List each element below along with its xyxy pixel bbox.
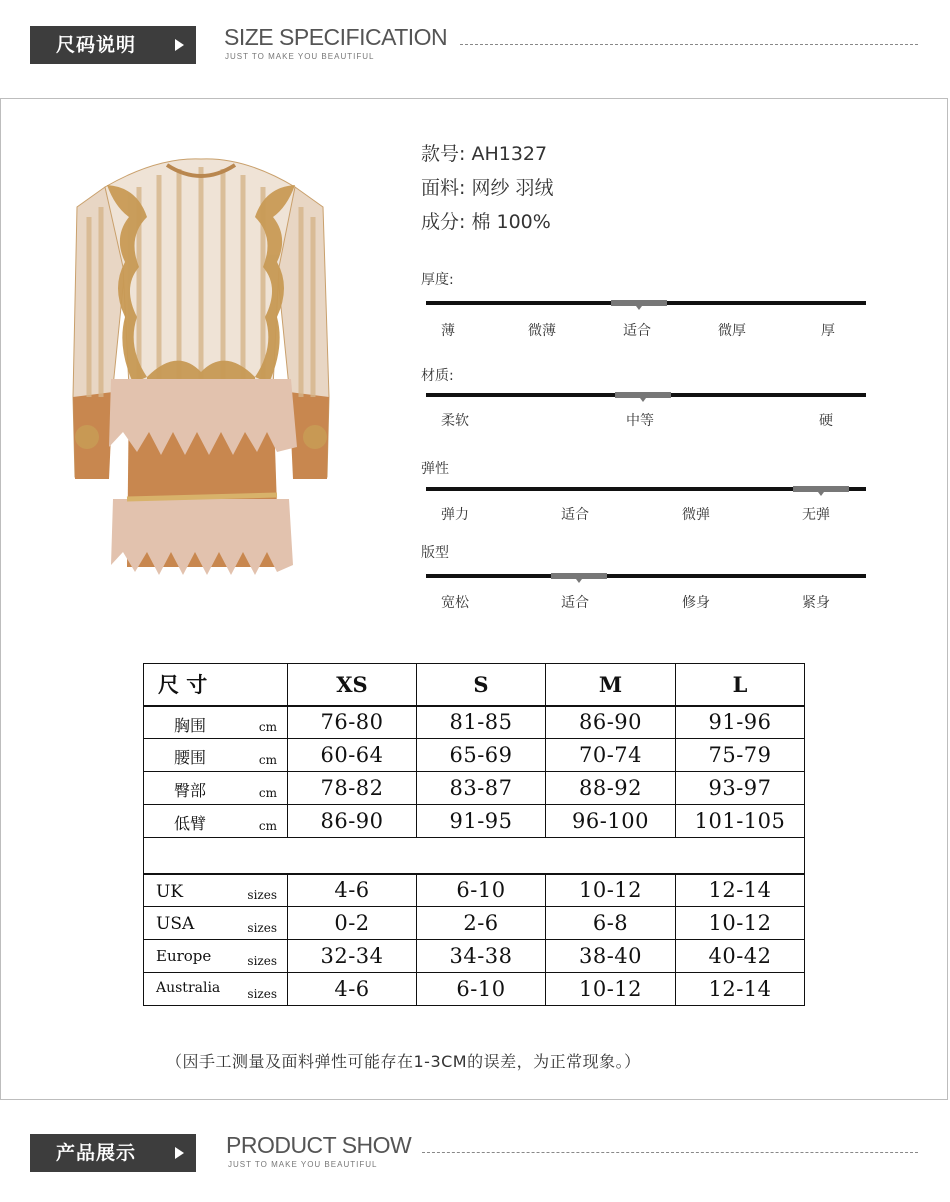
row-unit: sizes [247, 888, 277, 902]
thickness-label: 适合 [623, 323, 651, 339]
row-label-cell [144, 874, 288, 907]
table-cell: 38-40 [546, 940, 676, 973]
elasticity-marker [793, 486, 849, 492]
row-label-cell [144, 739, 288, 772]
product-show-header [0, 1134, 950, 1194]
row-label-cell [144, 907, 288, 940]
table-row [144, 907, 805, 940]
row-label-cell [144, 706, 288, 739]
table-cell: 4-6 [288, 973, 417, 1006]
size-spec-header [0, 26, 950, 86]
table-cell: 86-90 [288, 805, 417, 838]
table-cell: 12-14 [676, 874, 805, 907]
table-cell: 10-12 [546, 973, 676, 1006]
table-cell: 91-95 [417, 805, 546, 838]
product-show-subtitle: JUST TO MAKE YOU BEAUTIFUL [228, 1160, 378, 1169]
table-cell: 93-97 [676, 772, 805, 805]
material-scale [426, 393, 866, 397]
measurement-note: （因手工测量及面料弹性可能存在1-3CM的误差，为正常现象。） [166, 1052, 641, 1071]
product-show-title: PRODUCT SHOW [226, 1132, 412, 1158]
row-unit: sizes [247, 954, 277, 968]
fit-scale [426, 574, 866, 578]
table-cell: 6-10 [417, 973, 546, 1006]
row-unit: cm [258, 786, 277, 800]
table-row [144, 973, 805, 1006]
table-cell: 81-85 [417, 706, 546, 739]
table-cell: 34-38 [417, 940, 546, 973]
material-label: 硬 [819, 413, 833, 429]
elasticity-label: 适合 [561, 507, 589, 523]
elasticity-title: 弹性 [421, 461, 449, 477]
size-header: L [676, 664, 805, 706]
table-cell: 76-80 [288, 706, 417, 739]
size-spec-tag-label: 尺码说明 [56, 34, 137, 56]
size-chart-table [143, 663, 805, 1006]
fit-title: 版型 [421, 545, 449, 561]
table-cell: 91-96 [676, 706, 805, 739]
thickness-marker [611, 300, 667, 306]
product-show-tag-label: 产品展示 [56, 1142, 137, 1164]
row-unit: sizes [247, 987, 277, 1001]
table-row [144, 739, 805, 772]
table-row [144, 874, 805, 907]
row-label: UK [156, 881, 184, 902]
row-label-cell [144, 772, 288, 805]
thickness-scale [426, 301, 866, 305]
table-cell: 2-6 [417, 907, 546, 940]
table-cell: 12-14 [676, 973, 805, 1006]
table-cell: 70-74 [546, 739, 676, 772]
size-spec-tag [30, 26, 196, 64]
play-arrow-icon [175, 1147, 184, 1159]
table-cell: 88-92 [546, 772, 676, 805]
size-spec-panel [0, 98, 948, 1100]
fit-label: 宽松 [441, 595, 469, 611]
table-spacer-row [144, 838, 805, 874]
table-header-row [144, 664, 805, 706]
row-label: 腰围 [174, 748, 207, 767]
table-corner-label: 尺 寸 [144, 664, 288, 706]
thickness-title: 厚度: [421, 272, 454, 288]
material-title: 材质: [421, 368, 454, 384]
table-cell: 78-82 [288, 772, 417, 805]
row-label-cell [144, 973, 288, 1006]
elasticity-label: 无弹 [802, 507, 830, 523]
table-cell: 86-90 [546, 706, 676, 739]
table-cell: 10-12 [676, 907, 805, 940]
table-cell: 0-2 [288, 907, 417, 940]
style-number: 款号: AH1327 [421, 143, 548, 165]
row-label: 低臂 [174, 814, 207, 833]
header-divider [460, 44, 918, 45]
table-cell: 6-8 [546, 907, 676, 940]
table-cell: 75-79 [676, 739, 805, 772]
table-cell: 40-42 [676, 940, 805, 973]
dress-image [67, 147, 337, 587]
table-cell: 10-12 [546, 874, 676, 907]
row-unit: cm [258, 753, 277, 767]
composition-info: 成分: 棉 100% [421, 211, 551, 233]
row-label: 臀部 [174, 781, 207, 800]
product-show-tag [30, 1134, 196, 1172]
row-unit: sizes [247, 921, 277, 935]
size-header: S [417, 664, 546, 706]
row-unit: cm [258, 720, 277, 734]
row-label: 胸围 [174, 715, 207, 735]
header-divider [422, 1152, 918, 1153]
table-cell: 83-87 [417, 772, 546, 805]
fit-label: 适合 [561, 595, 589, 611]
table-row [144, 805, 805, 838]
size-header: XS [288, 664, 417, 706]
material-label: 柔软 [441, 413, 469, 429]
fit-label: 修身 [682, 595, 710, 611]
table-cell: 65-69 [417, 739, 546, 772]
table-row [144, 772, 805, 805]
row-label-cell [144, 940, 288, 973]
play-arrow-icon [175, 39, 184, 51]
size-spec-title: SIZE SPECIFICATION [224, 24, 448, 50]
row-label-cell [144, 805, 288, 838]
thickness-label: 厚 [821, 323, 835, 339]
size-spec-subtitle: JUST TO MAKE YOU BEAUTIFUL [225, 52, 375, 61]
elasticity-scale [426, 487, 866, 491]
table-cell: 60-64 [288, 739, 417, 772]
material-marker [615, 392, 671, 398]
table-cell: 4-6 [288, 874, 417, 907]
row-unit: cm [258, 819, 277, 833]
table-cell: 32-34 [288, 940, 417, 973]
material-label: 中等 [626, 413, 654, 429]
table-cell: 101-105 [676, 805, 805, 838]
table-spacer-cell [144, 838, 805, 874]
fit-marker [551, 573, 607, 579]
elasticity-label: 微弹 [682, 507, 710, 523]
table-cell: 6-10 [417, 874, 546, 907]
row-label: Australia [156, 980, 221, 996]
row-label: USA [156, 914, 195, 934]
table-cell: 96-100 [546, 805, 676, 838]
table-row [144, 706, 805, 739]
fit-label: 紧身 [802, 595, 830, 611]
table-row [144, 940, 805, 973]
fabric-info: 面料: 网纱 羽绒 [421, 177, 554, 199]
size-header: M [546, 664, 676, 706]
row-label: Europe [156, 947, 212, 965]
thickness-label: 微薄 [528, 323, 556, 339]
thickness-label: 薄 [441, 323, 455, 339]
thickness-label: 微厚 [718, 323, 746, 339]
elasticity-label: 弹力 [441, 507, 469, 523]
